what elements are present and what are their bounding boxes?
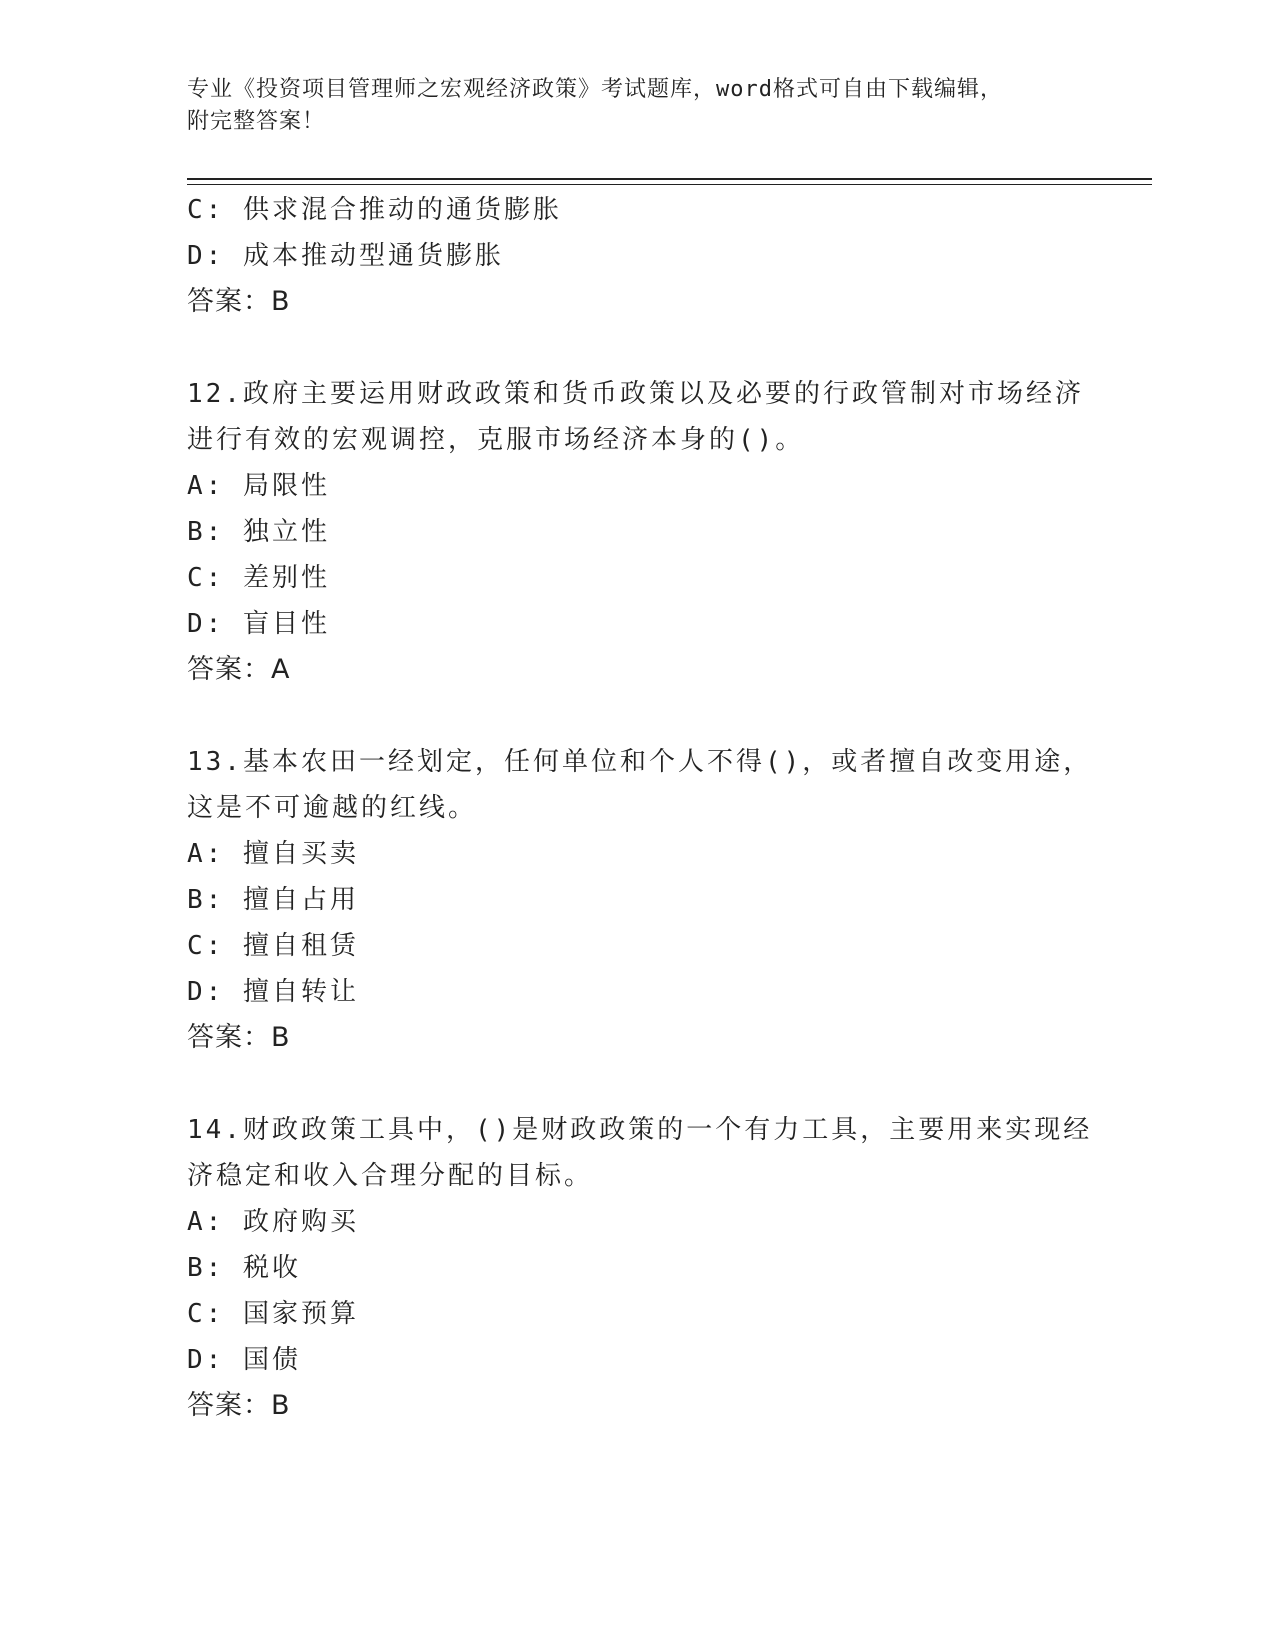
option-c: C: 国家预算 [187,1299,359,1329]
stem-line: 14.财政政策工具中，()是财政政策的一个有力工具，主要用来实现经 [187,1115,1093,1145]
answer-line: 答案：A [187,654,291,685]
question-gap [187,325,1087,371]
answer-line: 答案：B [187,286,291,317]
answer-line: 答案：B [187,1022,291,1053]
option-a: A: 政府购买 [187,1207,359,1237]
option-a: A: 擅自买卖 [187,839,359,869]
stem-line: 12.政府主要运用财政政策和货币政策以及必要的行政管制对市场经济 [187,379,1084,409]
option-d: D: 擅自转让 [187,977,359,1007]
stem-line: 济稳定和收入合理分配的目标。 [187,1161,594,1191]
answer-line: 答案：B [187,1390,291,1421]
question-content [187,187,1093,1429]
stem-line: 这是不可逾越的红线。 [187,793,478,823]
partial-question [187,187,1087,325]
header-divider-thick [187,178,1152,180]
option-c: C: 擅自租赁 [187,931,359,961]
header-divider-thin [187,184,1152,185]
option-c: C: 供求混合推动的通货膨胀 [187,195,562,225]
question-13 [187,739,1093,1061]
option-a: A: 局限性 [187,471,330,501]
header-line-1: 专业《投资项目管理师之宏观经济政策》考试题库，word格式可自由下载编辑， [187,77,1003,102]
question-stem [187,371,1087,463]
question-stem [187,739,1093,831]
question-14 [187,1107,1093,1429]
option-b: B: 独立性 [187,517,330,547]
question-gap [187,1061,1087,1107]
option-b: B: 税收 [187,1253,301,1283]
question-gap [187,693,1087,739]
question-stem [187,1107,1093,1199]
option-d: D: 国债 [187,1345,301,1375]
option-b: B: 擅自占用 [187,885,359,915]
option-d: D: 成本推动型通货膨胀 [187,241,504,271]
option-d: D: 盲目性 [187,609,330,639]
stem-line: 13.基本农田一经划定，任何单位和个人不得()，或者擅自改变用途， [187,747,1093,777]
question-12 [187,371,1087,693]
stem-line: 进行有效的宏观调控，克服市场经济本身的()。 [187,425,805,455]
header-line-2: 附完整答案！ [187,109,326,134]
document-header [187,74,1087,138]
option-c: C: 差别性 [187,563,330,593]
